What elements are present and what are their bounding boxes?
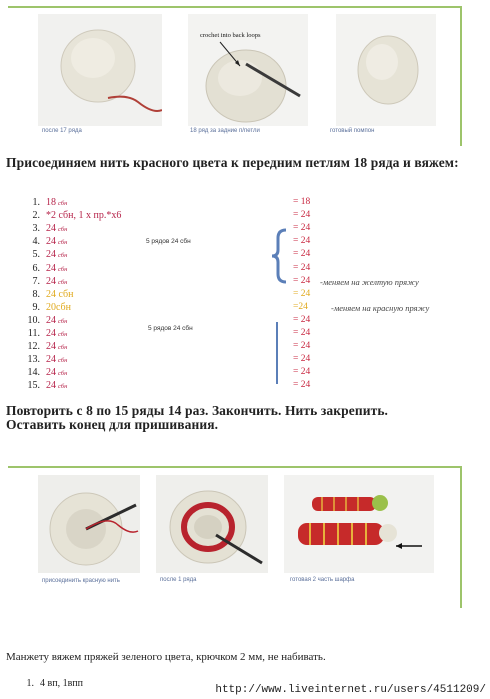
row-stitch-count: 24 xyxy=(46,341,56,353)
row-number: 5. xyxy=(32,249,40,261)
row-stitch-unit: сбн xyxy=(58,331,68,338)
pompom-image xyxy=(336,14,436,126)
row-stitch-unit: сбн xyxy=(58,278,68,286)
caption-after-row-1: после 1 ряда xyxy=(160,577,197,583)
row-stitch-count: 24 xyxy=(46,354,56,366)
photo-row-18-back-loops xyxy=(188,14,308,126)
photo-after-row-1 xyxy=(156,475,268,573)
heading-attach-red: Присоединяем нить красного цвета к передним петлям 18 ряда и вяжем: xyxy=(6,155,459,170)
row-number: 14. xyxy=(27,367,40,379)
list-item-1 xyxy=(22,678,83,689)
row-result: = 24 xyxy=(293,288,311,299)
row-stitch-unit: сбн xyxy=(58,317,68,325)
row-stitch-unit: сбн xyxy=(58,383,68,391)
pattern-row xyxy=(22,210,121,223)
row-number: 6. xyxy=(32,262,40,274)
row-stitch-count: *2 сбн, 1 х пр.*х6 xyxy=(46,210,122,222)
row-stitch-count: 24 xyxy=(46,367,56,379)
group-label-2: 5 рядов 24 сбн xyxy=(148,325,193,332)
row-stitch-count: 24 xyxy=(46,314,56,326)
row-result: = 24 xyxy=(293,262,311,273)
row-stitch-unit: сбн xyxy=(58,370,68,378)
pattern-row xyxy=(22,341,67,354)
row-result: = 24 xyxy=(293,223,311,234)
pattern-row xyxy=(22,263,67,276)
row-stitch-unit: сбн xyxy=(58,344,68,352)
row-stitch-unit: сбн xyxy=(58,200,68,207)
row-result: = 24 xyxy=(293,328,311,338)
ball-hook-image xyxy=(188,14,308,126)
pattern-row xyxy=(22,289,74,302)
row-stitch-unit: сбн xyxy=(58,226,68,234)
row-result: = 24 xyxy=(293,210,311,221)
row-number: 12. xyxy=(27,341,40,353)
row-number: 10. xyxy=(27,314,40,326)
row-result: = 24 xyxy=(293,314,311,325)
row-number: 13. xyxy=(27,354,40,366)
row-number: 2. xyxy=(32,210,40,222)
heading-repeat: Повторить с 8 по 15 ряды 14 раз. Закончить. Нить закрепить. Оставить конец для пришивания. xyxy=(6,403,389,432)
pattern-row xyxy=(22,354,67,367)
row-stitch-unit: сбн xyxy=(58,239,68,247)
photo-after-row-17 xyxy=(38,14,162,126)
row-stitch-unit: сбн xyxy=(58,265,68,273)
row-stitch-count: 24 xyxy=(46,380,56,392)
pattern-row xyxy=(22,328,67,341)
row-result: = 24 xyxy=(293,367,311,378)
photo-scarf-part-2 xyxy=(284,475,434,573)
row-stitch-unit: сбн xyxy=(58,357,68,365)
pattern-row xyxy=(22,236,67,249)
row-number: 11. xyxy=(27,328,40,339)
row-result: = 24 xyxy=(293,380,311,391)
row-stitch-count: 24 сбн xyxy=(46,288,74,300)
row-number: 3. xyxy=(32,223,40,235)
row-result: = 18 xyxy=(293,197,311,207)
row-number: 1. xyxy=(32,197,40,208)
row-number: 4. xyxy=(32,236,40,248)
caption-scarf-part-2: готовая 2 часть шарфа xyxy=(290,577,355,583)
row-stitch-count: 24 xyxy=(46,262,56,274)
row-stitch-count: 24 xyxy=(46,249,56,261)
scarf-parts-image xyxy=(284,475,434,573)
row-stitch-count: 24 xyxy=(46,275,56,287)
pattern-row xyxy=(22,276,67,289)
row-result: = 24 xyxy=(293,275,311,286)
photo-attach-red xyxy=(38,475,140,573)
group-divider-line xyxy=(276,322,278,384)
pattern-row xyxy=(22,367,67,380)
row-stitch-count: 24 xyxy=(46,236,56,248)
row-stitch-count: 24 xyxy=(46,328,56,339)
pattern-row xyxy=(22,223,67,236)
row-number: 15. xyxy=(27,380,40,392)
pattern-row xyxy=(22,302,71,315)
photo-finished-pompom xyxy=(336,14,436,126)
row-result: = 24 xyxy=(293,354,311,365)
pattern-row xyxy=(22,380,67,393)
list-item-number: 1. xyxy=(26,678,34,689)
row-number: 9. xyxy=(32,301,40,313)
caption-finished-pompom: готовый помпон xyxy=(330,128,375,134)
ball-image xyxy=(38,14,162,126)
caption-after-row-17: после 17 ряда xyxy=(42,128,82,134)
source-url: http://www.liveinternet.ru/users/4511209/ xyxy=(215,684,486,696)
note-red-yarn: -меняем на красную пряжу xyxy=(331,303,430,313)
ball-red-thread-image xyxy=(38,475,140,573)
row-result: = 24 xyxy=(293,249,311,260)
row-result: = 24 xyxy=(293,236,311,247)
row-number: 8. xyxy=(32,288,40,300)
note-yellow-yarn: -меняем на желтую пряжу xyxy=(320,277,419,287)
row-stitch-count: 24 xyxy=(46,223,56,235)
pattern-row xyxy=(22,197,67,210)
pattern-row xyxy=(22,249,67,262)
list-item-text: 4 вп, 1впп xyxy=(40,678,83,689)
row-stitch-count: 18 xyxy=(46,197,56,208)
pattern-row xyxy=(22,315,67,328)
crochet-annotation: crochet into back loops xyxy=(200,32,261,39)
ball-red-row-image xyxy=(156,475,268,573)
brace-icon xyxy=(270,228,290,284)
row-result: = 24 xyxy=(293,341,311,352)
row-result: =24 xyxy=(293,301,308,312)
paragraph-cuff: Манжету вяжем пряжей зеленого цвета, крючком 2 мм, не набивать. xyxy=(6,651,326,663)
row-number: 7. xyxy=(32,275,40,287)
row-stitch-count: 20сбн xyxy=(46,301,71,313)
row-stitch-unit: сбн xyxy=(58,252,68,260)
group-label-1: 5 рядов 24 сбн xyxy=(146,238,191,245)
caption-attach-red: присоединить красную нить xyxy=(42,578,120,584)
caption-row-18: 18 ряд за задние п/петли xyxy=(190,128,260,134)
